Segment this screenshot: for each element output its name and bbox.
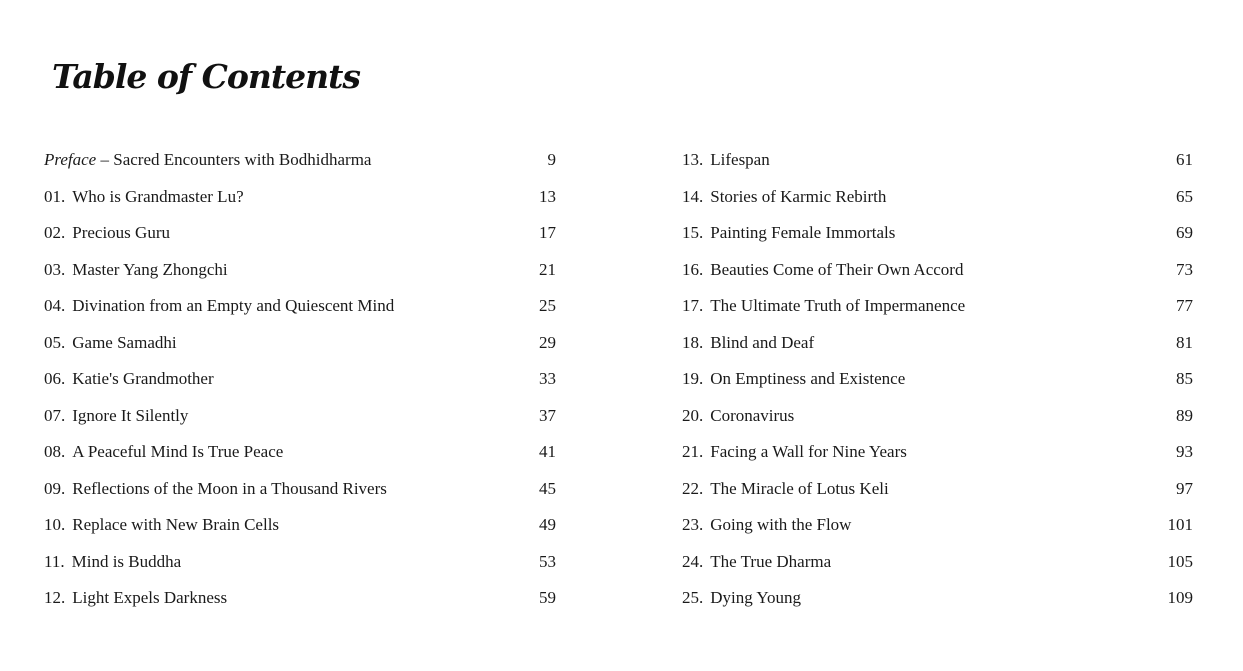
toc-entry-title-wrap xyxy=(44,471,516,507)
toc-entry-title-wrap xyxy=(44,544,516,580)
page-title: Table of Contents xyxy=(52,57,360,96)
toc-entry-number: 23. xyxy=(682,515,704,534)
toc-entry[interactable] xyxy=(682,288,1193,325)
toc-entry[interactable] xyxy=(44,325,556,362)
toc-entry-number: 22. xyxy=(682,478,704,498)
toc-entry-title-wrap xyxy=(44,252,516,288)
toc-entry-page: 61 xyxy=(1176,150,1193,169)
toc-entry-page: 37 xyxy=(539,405,556,425)
toc-entry-number: 18. xyxy=(682,332,704,352)
toc-right-column xyxy=(682,142,1193,617)
toc-entry-title: Who is Grandmaster Lu? xyxy=(72,186,244,206)
toc-entry-title-wrap xyxy=(44,179,516,215)
toc-entry-title-wrap xyxy=(682,252,1153,288)
toc-right-entries xyxy=(682,142,1193,617)
toc-entry-title: The Miracle of Lotus Keli xyxy=(710,478,889,498)
toc-entry-page: 13 xyxy=(539,186,556,206)
toc-entry-title: Going with the Flow xyxy=(710,515,852,534)
toc-entry-title: Stories of Karmic Rebirth xyxy=(710,186,887,206)
toc-entry[interactable] xyxy=(44,434,556,471)
toc-entry-number: 07. xyxy=(44,405,66,425)
toc-entry-page: 9 xyxy=(547,150,556,169)
toc-entry-page: 33 xyxy=(539,369,556,388)
toc-entry-page: 109 xyxy=(1167,588,1193,607)
toc-entry-number: 13. xyxy=(682,150,704,169)
toc-entry-title: Painting Female Immortals xyxy=(710,223,896,242)
toc-entry[interactable] xyxy=(44,215,556,252)
toc-entry-number: 17. xyxy=(682,296,704,315)
toc-entry-title-wrap xyxy=(44,507,516,543)
preface-label: Preface xyxy=(44,150,97,169)
toc-entry-title: Precious Guru xyxy=(72,223,170,242)
toc-entry[interactable] xyxy=(682,434,1193,471)
toc-entry-preface[interactable] xyxy=(44,142,556,179)
toc-entry-title: Katie's Grandmother xyxy=(72,369,214,388)
toc-entry-page: 73 xyxy=(1176,259,1193,279)
toc-entry-title: Light Expels Darkness xyxy=(72,588,228,607)
toc-entry-title-wrap xyxy=(44,288,516,324)
toc-entry-page: 81 xyxy=(1176,332,1193,352)
toc-entry[interactable] xyxy=(682,544,1193,581)
toc-entry-title-wrap xyxy=(44,361,516,397)
toc-entry-title-wrap xyxy=(682,398,1153,434)
toc-entry-number: 05. xyxy=(44,332,66,352)
toc-entry-title-wrap xyxy=(682,325,1153,361)
toc-entry-title: The True Dharma xyxy=(710,551,832,571)
toc-entry-title: Master Yang Zhongchi xyxy=(72,259,228,279)
toc-entry[interactable] xyxy=(682,325,1193,362)
toc-entry-page: 21 xyxy=(539,259,556,279)
toc-entry-number: 24. xyxy=(682,551,704,571)
toc-entry-page: 45 xyxy=(539,478,556,498)
toc-entry[interactable] xyxy=(44,361,556,398)
toc-entry-number: 20. xyxy=(682,405,704,425)
toc-entry-number: 04. xyxy=(44,296,66,315)
toc-entry-number: 02. xyxy=(44,223,66,242)
toc-entry-number: 10. xyxy=(44,515,66,534)
toc-entry-number: 15. xyxy=(682,223,704,242)
toc-entry-page: 49 xyxy=(539,515,556,534)
toc-entry-title: Replace with New Brain Cells xyxy=(72,515,280,534)
toc-entry-title-wrap xyxy=(682,471,1153,507)
toc-entry[interactable] xyxy=(682,215,1193,252)
toc-entry[interactable] xyxy=(682,471,1193,508)
toc-entry-title: Divination from an Empty and Quiescent Mind xyxy=(72,296,395,315)
toc-entry[interactable] xyxy=(44,507,556,544)
toc-entry-title: Coronavirus xyxy=(710,405,795,425)
toc-entry-page: 41 xyxy=(539,442,556,461)
toc-entry-title-wrap xyxy=(682,361,1153,397)
toc-entry-number: 03. xyxy=(44,259,66,279)
toc-entry[interactable] xyxy=(44,580,556,617)
toc-left-column xyxy=(44,142,556,617)
toc-entry-number: 16. xyxy=(682,259,704,279)
toc-entry-number: 09. xyxy=(44,478,66,498)
toc-left-entries xyxy=(44,179,556,617)
toc-entry-title: Ignore It Silently xyxy=(72,405,189,425)
toc-entry-title xyxy=(44,142,516,178)
toc-entry[interactable] xyxy=(44,179,556,216)
toc-entry-page: 77 xyxy=(1176,296,1193,315)
toc-entry-page: 85 xyxy=(1176,369,1193,388)
toc-entry-title: Dying Young xyxy=(710,588,801,607)
toc-entry-title-wrap xyxy=(682,544,1153,580)
toc-entry-title-wrap xyxy=(44,325,516,361)
toc-entry-title-wrap xyxy=(682,507,1153,543)
toc-entry-page: 69 xyxy=(1176,223,1193,242)
toc-entry-page: 89 xyxy=(1176,405,1193,425)
toc-entry[interactable] xyxy=(682,580,1193,617)
toc-entry-page: 17 xyxy=(539,223,556,242)
toc-entry-page: 65 xyxy=(1176,186,1193,206)
toc-entry-title-wrap xyxy=(682,580,1153,616)
toc-entry-title: Lifespan xyxy=(710,150,770,169)
toc-entry[interactable] xyxy=(682,179,1193,216)
toc-entry-number: 25. xyxy=(682,588,704,607)
toc-entry-title: Mind is Buddha xyxy=(71,551,182,571)
toc-entry-number: 08. xyxy=(44,442,66,461)
preface-title: – Sacred Encounters with Bodhidharma xyxy=(96,150,372,169)
toc-entry-title-wrap xyxy=(44,215,516,251)
toc-entry-number: 21. xyxy=(682,442,704,461)
toc-entry-number: 14. xyxy=(682,186,704,206)
toc-entry-number: 12. xyxy=(44,588,66,607)
toc-entry-page: 29 xyxy=(539,332,556,352)
toc-entry-title-wrap xyxy=(44,580,516,616)
toc-entry-title: On Emptiness and Existence xyxy=(710,369,906,388)
toc-entry-title: The Ultimate Truth of Impermanence xyxy=(710,296,966,315)
toc-entry-title: Reflections of the Moon in a Thousand Rivers xyxy=(72,478,387,498)
toc-entry-page: 101 xyxy=(1167,515,1193,534)
toc-entry[interactable] xyxy=(44,398,556,435)
toc-entry-title-wrap xyxy=(44,398,516,434)
toc-entry[interactable] xyxy=(682,507,1193,544)
toc-entry-page: 93 xyxy=(1176,442,1193,461)
toc-entry-title: A Peaceful Mind Is True Peace xyxy=(72,442,284,461)
toc-entry-title-wrap xyxy=(682,179,1153,215)
toc-entry[interactable] xyxy=(44,252,556,289)
toc-entry-page: 97 xyxy=(1176,478,1193,498)
toc-entry[interactable] xyxy=(44,471,556,508)
toc-entry[interactable] xyxy=(682,398,1193,435)
toc-entry-page: 59 xyxy=(539,588,556,607)
toc-entry-title: Facing a Wall for Nine Years xyxy=(710,442,907,461)
toc-entry-title-wrap xyxy=(44,434,516,470)
toc-entry-title-wrap xyxy=(682,288,1153,324)
toc-entry[interactable] xyxy=(44,544,556,581)
toc-entry[interactable] xyxy=(682,252,1193,289)
toc-entry-number: 01. xyxy=(44,186,66,206)
toc-entry-page: 53 xyxy=(539,551,556,571)
toc-entry[interactable] xyxy=(44,288,556,325)
toc-entry-number: 11. xyxy=(44,551,65,571)
toc-entry-title: Beauties Come of Their Own Accord xyxy=(710,259,964,279)
toc-entry-title-wrap xyxy=(682,215,1153,251)
toc-entry-title-wrap xyxy=(682,142,1153,178)
toc-entry[interactable] xyxy=(682,361,1193,398)
toc-entry[interactable] xyxy=(682,142,1193,179)
toc-entry-title-wrap xyxy=(682,434,1153,470)
toc-entry-page: 25 xyxy=(539,296,556,315)
toc-entry-number: 19. xyxy=(682,369,704,388)
toc-entry-title: Blind and Deaf xyxy=(710,332,815,352)
toc-entry-title: Game Samadhi xyxy=(72,332,177,352)
toc-entry-number: 06. xyxy=(44,369,66,388)
toc-entry-page: 105 xyxy=(1167,551,1193,571)
